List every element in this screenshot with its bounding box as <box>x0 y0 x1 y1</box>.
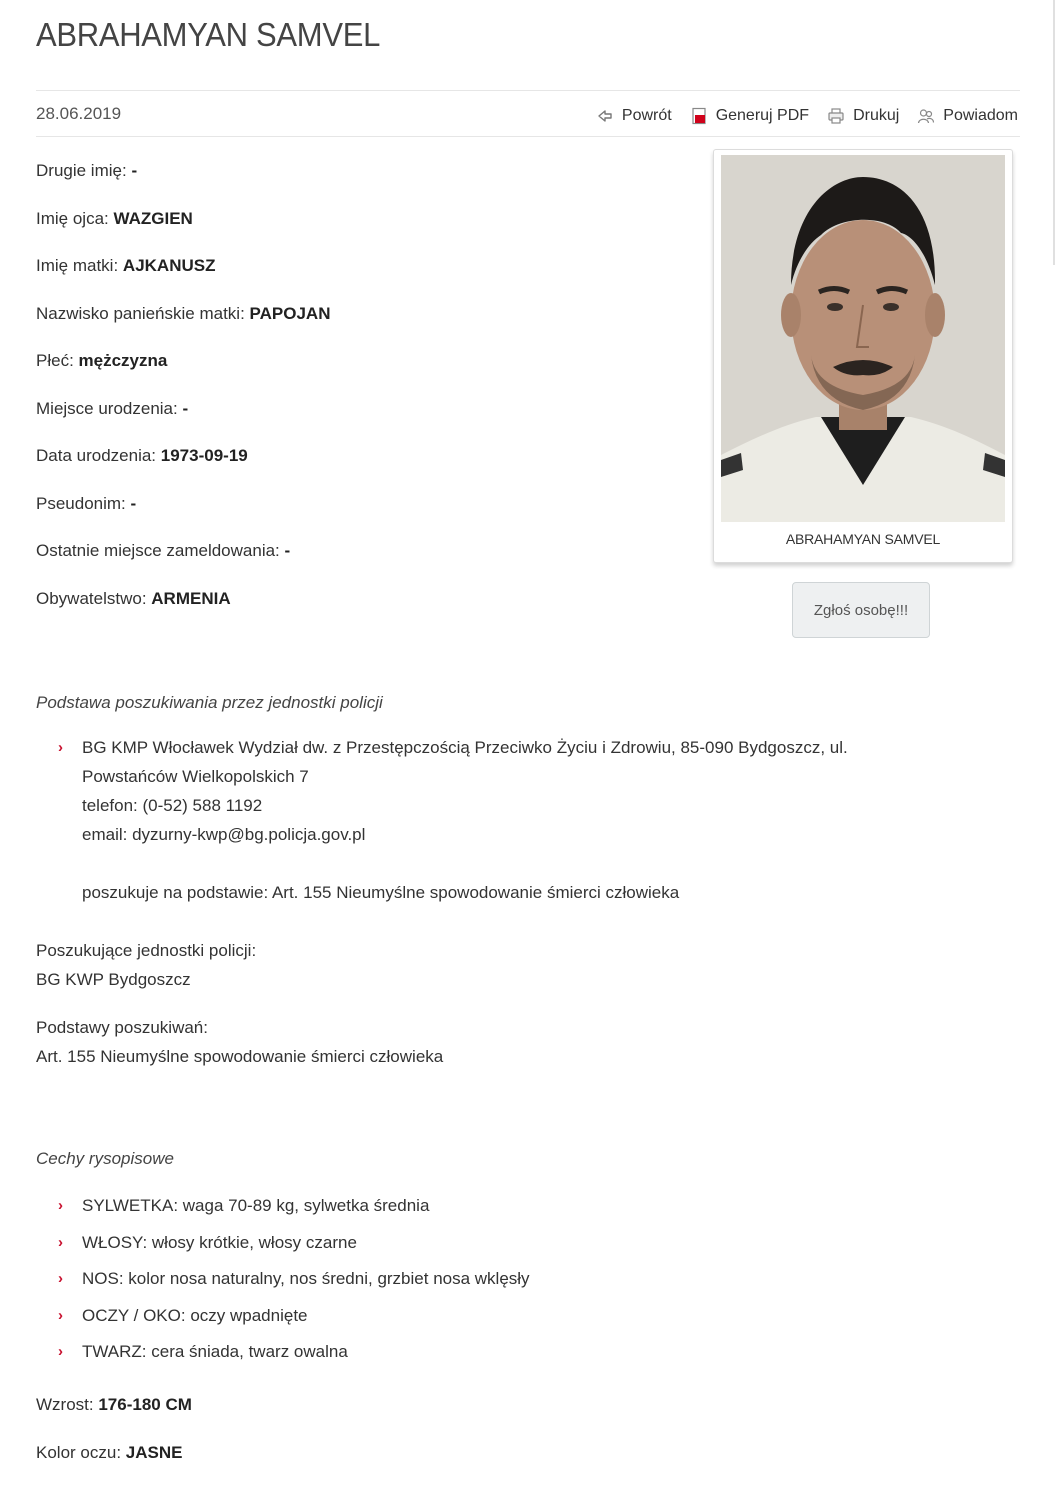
search-basis-value: Art. 155 Nieumyślne spowodowanie śmierci człowieka <box>36 1047 444 1066</box>
print-label: Drukuj <box>853 107 900 124</box>
field-father-name <box>36 208 696 256</box>
chevron-right-icon: › <box>58 1197 63 1214</box>
toolbar <box>578 107 1018 125</box>
eye-color-field <box>36 1438 182 1467</box>
features-list <box>36 1188 996 1371</box>
field-label: Imię matki: <box>36 256 119 275</box>
unit-search-basis: poszukuje na podstawie: Art. 155 Nieumyślne spowodowanie śmierci człowieka <box>82 883 680 902</box>
field-sex <box>36 350 696 398</box>
height-value: 176-180 CM <box>98 1395 192 1414</box>
field-value: AJKANUSZ <box>122 256 216 275</box>
unit-phone: telefon: (0-52) 588 1192 <box>82 796 263 815</box>
feature-text: OCZY / OKO: oczy wpadnięte <box>82 1305 308 1325</box>
page-title: ABRAHAMYAN SAMVEL <box>36 16 381 54</box>
printer-icon <box>827 107 845 125</box>
list-item <box>36 1261 996 1298</box>
height-label: Wzrost: <box>36 1395 94 1414</box>
report-person-button[interactable]: Zgłoś osobę!!! <box>792 582 930 638</box>
police-unit-details <box>82 733 982 907</box>
photo-card <box>713 149 1013 563</box>
divider <box>36 90 1020 91</box>
print-button[interactable] <box>827 107 899 125</box>
unit-name-line2: Powstańców Wielkopolskich 7 <box>82 767 309 786</box>
field-value: - <box>130 493 137 513</box>
field-value: ARMENIA <box>151 588 231 608</box>
eye-color-value: JASNE <box>125 1443 183 1462</box>
feature-text: WŁOSY: włosy krótkie, włosy czarne <box>82 1232 357 1252</box>
notify-button[interactable] <box>917 107 1018 125</box>
field-citizenship <box>36 588 696 636</box>
list-item <box>36 1188 996 1225</box>
notify-label: Powiadom <box>943 107 1018 124</box>
field-label: Miejsce urodzenia: <box>36 398 178 418</box>
field-label: Obywatelstwo: <box>36 588 147 608</box>
searching-units-label: Poszukujące jednostki policji: <box>36 941 257 960</box>
field-mother-name <box>36 255 696 303</box>
person-photo[interactable] <box>721 155 1005 522</box>
features-section-title: Cechy rysopisowe <box>36 1149 174 1168</box>
generate-pdf-button[interactable] <box>690 107 809 125</box>
field-mother-maiden-name <box>36 303 696 351</box>
field-middle-name <box>36 160 696 208</box>
field-value: - <box>182 398 189 418</box>
feature-text: TWARZ: cera śniada, twarz owalna <box>82 1342 348 1362</box>
chevron-right-icon: › <box>58 1343 63 1361</box>
list-item <box>36 1334 996 1371</box>
basis-section-title: Podstawa poszukiwania przez jednostki policji <box>36 693 383 712</box>
field-value: 1973-09-19 <box>160 446 248 465</box>
back-label: Powrót <box>621 107 672 124</box>
pdf-label: Generuj PDF <box>715 107 810 124</box>
field-value: - <box>131 161 138 180</box>
height-field <box>36 1390 192 1419</box>
pdf-icon <box>690 107 708 125</box>
chevron-right-icon: › <box>58 1270 63 1288</box>
field-label: Data urodzenia: <box>36 446 157 465</box>
field-label: Pseudonim: <box>36 493 126 513</box>
list-item <box>36 1298 996 1335</box>
personal-data-list <box>36 160 696 635</box>
unit-email[interactable]: email: dyzurny-kwp@bg.policja.gov.pl <box>82 825 366 844</box>
list-item <box>36 1225 996 1262</box>
chevron-right-icon: › <box>58 739 63 756</box>
field-alias <box>36 493 696 541</box>
publish-date: 28.06.2019 <box>36 104 122 123</box>
field-value: WAZGIEN <box>113 208 193 228</box>
photo-caption: ABRAHAMYAN SAMVEL <box>785 531 941 547</box>
field-last-residence <box>36 540 696 588</box>
field-birth-place <box>36 398 696 446</box>
field-value: PAPOJAN <box>249 303 331 323</box>
field-value: mężczyzna <box>78 351 168 370</box>
chevron-right-icon: › <box>58 1233 63 1251</box>
back-arrow-icon <box>596 107 614 125</box>
field-label: Płeć: <box>36 351 74 370</box>
field-label: Drugie imię: <box>36 161 127 180</box>
users-icon <box>917 107 935 125</box>
divider <box>36 136 1020 137</box>
field-label: Ostatnie miejsce zameldowania: <box>36 541 280 560</box>
search-basis <box>36 1013 443 1071</box>
feature-text: NOS: kolor nosa naturalny, nos średni, grzbiet nosa wklęsły <box>82 1269 530 1289</box>
chevron-right-icon: › <box>58 1306 63 1324</box>
field-value: - <box>284 541 291 560</box>
searching-units <box>36 936 256 994</box>
eye-color-label: Kolor oczu: <box>36 1443 122 1462</box>
field-birth-date <box>36 445 696 493</box>
search-basis-label: Podstawy poszukiwań: <box>36 1018 208 1037</box>
searching-units-value: BG KWP Bydgoszcz <box>36 970 191 989</box>
portrait-illustration <box>721 155 1005 522</box>
back-button[interactable] <box>596 107 672 125</box>
feature-text: SYLWETKA: waga 70-89 kg, sylwetka średnia <box>82 1196 430 1215</box>
unit-name-line1: BG KMP Włocławek Wydział dw. z Przestępczością Przeciwko Życiu i Zdrowiu, 85-090 Bydgoszcz, ul. <box>82 738 848 757</box>
field-label: Imię ojca: <box>36 208 109 228</box>
field-label: Nazwisko panieńskie matki: <box>36 303 245 323</box>
